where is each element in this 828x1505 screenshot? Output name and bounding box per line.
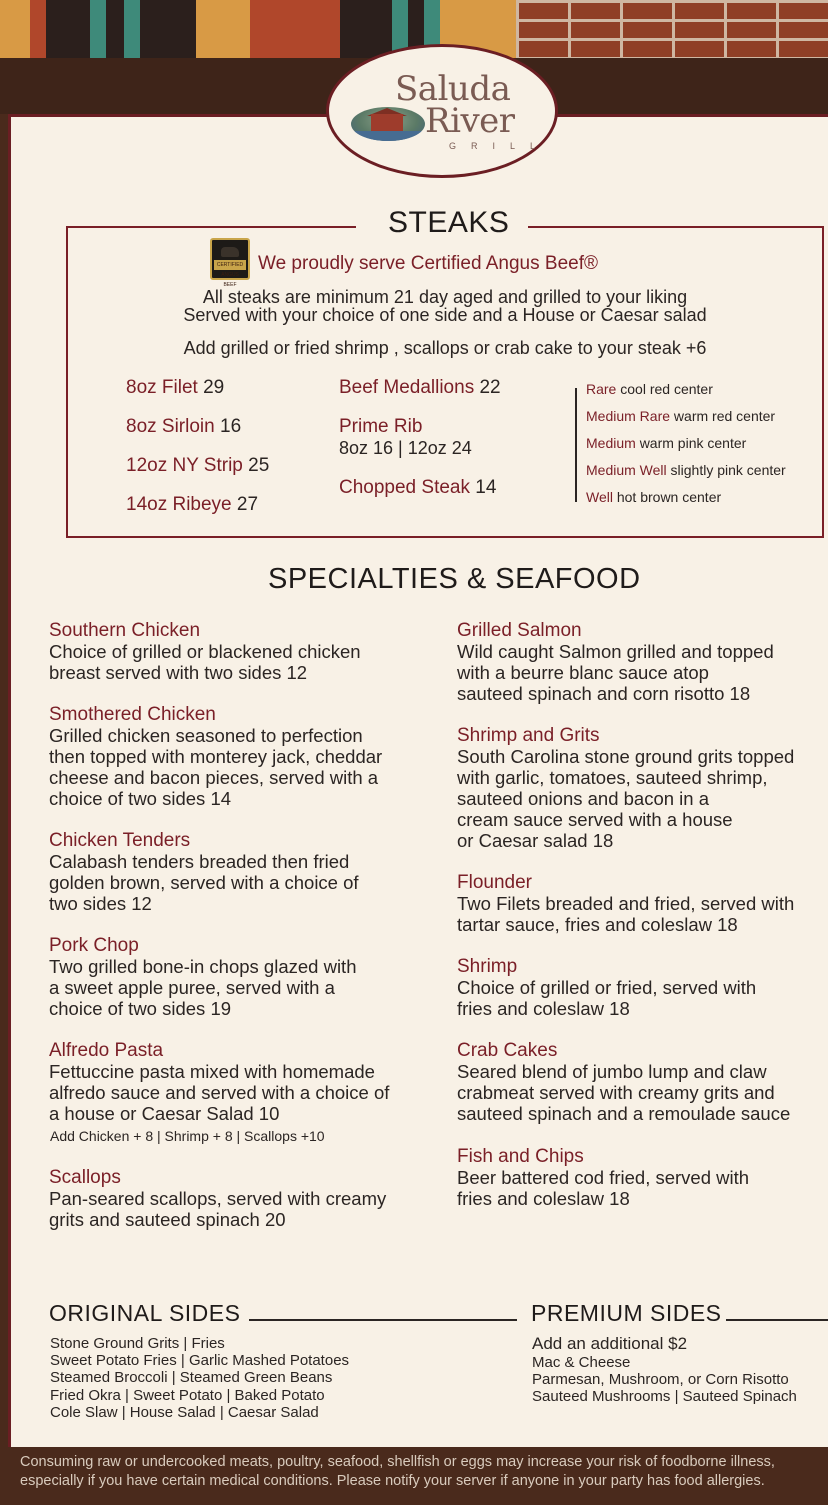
decor-stripe xyxy=(124,0,140,58)
steak-item xyxy=(339,416,422,438)
desc-line: cream sauce served with a house xyxy=(457,809,733,830)
doneness-item xyxy=(586,462,786,478)
doneness-term: Medium Well xyxy=(586,462,667,478)
side-line: Sweet Potato Fries | Garlic Mashed Potatoes xyxy=(50,1352,350,1369)
desc-line: Two Filets breaded and fried, served with xyxy=(457,893,795,914)
side-line: Mac & Cheese xyxy=(532,1354,631,1371)
disclaimer-line: Consuming raw or undercooked meats, poultry, seafood, shellfish or eggs may increase your risk of foodborne illness, xyxy=(20,1454,775,1470)
steak-price: 22 xyxy=(479,377,501,398)
doneness-desc: slightly pink center xyxy=(670,462,786,478)
house-shape xyxy=(371,114,403,132)
doneness-term: Medium Rare xyxy=(586,408,671,424)
desc-line: choice of two sides 14 xyxy=(49,788,232,809)
premium-sides-note: Add an additional $2 xyxy=(532,1334,688,1353)
desc-line: crabmeat served with creamy grits and xyxy=(457,1082,775,1103)
premium-sides-rule xyxy=(726,1319,828,1321)
menu-item-name: Crab Cakes xyxy=(457,1040,558,1061)
doneness-item xyxy=(586,489,721,505)
menu-item-desc xyxy=(49,725,382,809)
menu-item-name: Shrimp and Grits xyxy=(457,725,600,746)
desc-line: fries and coleslaw 18 xyxy=(457,998,630,1019)
menu-item-desc xyxy=(457,1061,790,1124)
decor-stripe xyxy=(340,0,392,58)
steak-item xyxy=(339,377,501,399)
side-line: Fried Okra | Sweet Potato | Baked Potato xyxy=(50,1387,325,1404)
menu-item-name: Pork Chop xyxy=(49,935,139,956)
certified-angus-beef-badge-icon xyxy=(210,238,250,288)
desc-line: sauteed onions and bacon in a xyxy=(457,788,710,809)
desc-line: Fettuccine pasta mixed with homemade xyxy=(49,1061,375,1082)
disclaimer-line: especially if you have certain medical conditions. Please notify your server if anyone in your party has food allergies. xyxy=(20,1473,765,1489)
desc-line: Pan-seared scallops, served with creamy xyxy=(49,1188,387,1209)
doneness-desc: warm red center xyxy=(673,408,776,424)
cow-icon xyxy=(221,247,239,257)
desc-line: grits and sauteed spinach 20 xyxy=(49,1209,286,1230)
desc-line: Wild caught Salmon grilled and topped xyxy=(457,641,774,662)
alfredo-addons: Add Chicken + 8 | Shrimp + 8 | Scallops +10 xyxy=(50,1128,325,1144)
menu-item-name: Smothered Chicken xyxy=(49,704,216,725)
steak-price: 27 xyxy=(236,494,259,515)
steak-item xyxy=(126,494,258,516)
menu-item-desc xyxy=(49,1061,389,1124)
restaurant-logo xyxy=(326,44,558,178)
menu-item-name: Shrimp xyxy=(457,956,518,977)
menu-item-desc xyxy=(457,746,794,851)
brick-wall-texture xyxy=(516,0,828,58)
desc-line: or Caesar salad 18 xyxy=(457,830,614,851)
steak-name: 14oz Ribeye xyxy=(126,494,232,515)
steak-name: 8oz Filet xyxy=(126,377,198,398)
side-line: Cole Slaw | House Salad | Caesar Salad xyxy=(50,1404,319,1421)
menu-item-desc xyxy=(49,851,359,914)
menu-item-name: Grilled Salmon xyxy=(457,620,582,641)
desc-line: with garlic, tomatoes, sauteed shrimp, xyxy=(457,767,768,788)
doneness-term: Well xyxy=(586,489,613,505)
side-line: Steamed Broccoli | Steamed Green Beans xyxy=(50,1369,333,1386)
side-line: Sauteed Mushrooms | Sauteed Spinach xyxy=(532,1388,797,1405)
decor-stripe xyxy=(46,0,90,58)
menu-item-desc xyxy=(49,1188,386,1230)
river-house-icon xyxy=(351,107,425,141)
doneness-item xyxy=(586,408,775,424)
doneness-item xyxy=(586,435,746,451)
steaks-intro-line: Served with your choice of one side and a House or Caesar salad xyxy=(183,305,707,325)
menu-item-desc xyxy=(457,1167,749,1209)
steak-name: 8oz Sirloin xyxy=(126,416,215,437)
badge-ribbon: CERTIFIED ANGUS BEEF xyxy=(214,260,246,270)
decor-stripe xyxy=(250,0,340,58)
side-line: Parmesan, Mushroom, or Corn Risotto xyxy=(532,1371,789,1388)
desc-line: a house or Caesar Salad 10 xyxy=(49,1103,280,1124)
menu-item-name: Chicken Tenders xyxy=(49,830,191,851)
specialties-title: SPECIALTIES & SEAFOOD xyxy=(268,563,641,595)
doneness-desc: hot brown center xyxy=(616,489,722,505)
logo-word-saluda: Saluda xyxy=(395,69,511,109)
doneness-desc: warm pink center xyxy=(639,435,747,451)
desc-line: tartar sauce, fries and coleslaw 18 xyxy=(457,914,738,935)
menu-item-desc xyxy=(457,977,756,1019)
logo-word-grill: GRILL xyxy=(449,141,551,151)
doneness-desc: cool red center xyxy=(620,381,713,397)
desc-line: choice of two sides 19 xyxy=(49,998,232,1019)
footer-disclaimer xyxy=(0,1447,828,1505)
desc-line: Calabash tenders breaded then fried xyxy=(49,851,350,872)
steaks-intro-line: All steaks are minimum 21 day aged and grilled to your liking xyxy=(202,287,688,307)
decor-stripe xyxy=(106,0,124,58)
menu-item-desc xyxy=(457,893,794,935)
doneness-item xyxy=(586,381,713,397)
original-sides-rule xyxy=(249,1319,517,1321)
decor-stripe xyxy=(30,0,46,58)
menu-item-desc xyxy=(457,641,774,704)
steaks-addon-line: Add grilled or fried shrimp , scallops or crab cake to your steak +6 xyxy=(183,338,707,358)
steak-item xyxy=(126,377,224,399)
desc-line: two sides 12 xyxy=(49,893,152,914)
menu-item-name: Fish and Chips xyxy=(457,1146,584,1167)
desc-line: breast served with two sides 12 xyxy=(49,662,308,683)
decor-stripe xyxy=(196,0,250,58)
desc-line: fries and coleslaw 18 xyxy=(457,1188,630,1209)
steaks-title: STEAKS xyxy=(388,206,510,239)
prime-rib-sizes: 8oz 16 | 12oz 24 xyxy=(339,438,472,458)
desc-line: Seared blend of jumbo lump and claw xyxy=(457,1061,767,1082)
steak-price: 14 xyxy=(475,477,497,498)
original-sides-title: ORIGINAL SIDES xyxy=(49,1300,241,1326)
desc-line: a sweet apple puree, served with a xyxy=(49,977,335,998)
menu-item-desc xyxy=(49,956,356,1019)
water-shape xyxy=(351,131,425,141)
steak-name: Prime Rib xyxy=(339,416,423,437)
decor-stripe xyxy=(0,0,30,58)
desc-line: Two grilled bone-in chops glazed with xyxy=(49,956,357,977)
decor-stripe xyxy=(90,0,106,58)
menu-item-name: Alfredo Pasta xyxy=(49,1040,164,1061)
desc-line: with a beurre blanc sauce atop xyxy=(457,662,709,683)
desc-line: sauteed spinach and corn risotto 18 xyxy=(457,683,751,704)
menu-item-desc xyxy=(49,641,361,683)
doneness-divider xyxy=(575,388,577,502)
steak-price: 16 xyxy=(220,416,242,437)
logo-word-river: River xyxy=(425,101,515,141)
desc-line: cheese and bacon pieces, served with a xyxy=(49,767,379,788)
desc-line: South Carolina stone ground grits topped xyxy=(457,746,795,767)
desc-line: Beer battered cod fried, served with xyxy=(457,1167,750,1188)
menu-item-name: Southern Chicken xyxy=(49,620,201,641)
desc-line: alfredo sauce and served with a choice of xyxy=(49,1082,390,1103)
desc-line: sauteed spinach and a remoulade sauce xyxy=(457,1103,791,1124)
steak-name: Beef Medallions xyxy=(339,377,475,398)
desc-line: then topped with monterey jack, cheddar xyxy=(49,746,383,767)
steak-item xyxy=(339,477,496,499)
desc-line: Grilled chicken seasoned to perfection xyxy=(49,725,363,746)
side-line: Stone Ground Grits | Fries xyxy=(50,1335,225,1352)
steak-item xyxy=(126,416,241,438)
steak-price: 29 xyxy=(203,377,225,398)
desc-line: Choice of grilled or blackened chicken xyxy=(49,641,361,662)
cab-tagline: We proudly serve Certified Angus Beef® xyxy=(258,253,598,274)
menu-item-name: Scallops xyxy=(49,1167,121,1188)
doneness-term: Medium xyxy=(586,435,636,451)
premium-sides-title: PREMIUM SIDES xyxy=(531,1300,722,1326)
menu-item-name: Flounder xyxy=(457,872,532,893)
desc-line: golden brown, served with a choice of xyxy=(49,872,359,893)
steak-name: Chopped Steak xyxy=(339,477,470,498)
steak-item xyxy=(126,455,269,477)
steak-name: 12oz NY Strip xyxy=(126,455,243,476)
doneness-term: Rare xyxy=(586,381,617,397)
desc-line: Choice of grilled or fried, served with xyxy=(457,977,757,998)
steak-price: 25 xyxy=(248,455,270,476)
decor-stripe xyxy=(140,0,196,58)
